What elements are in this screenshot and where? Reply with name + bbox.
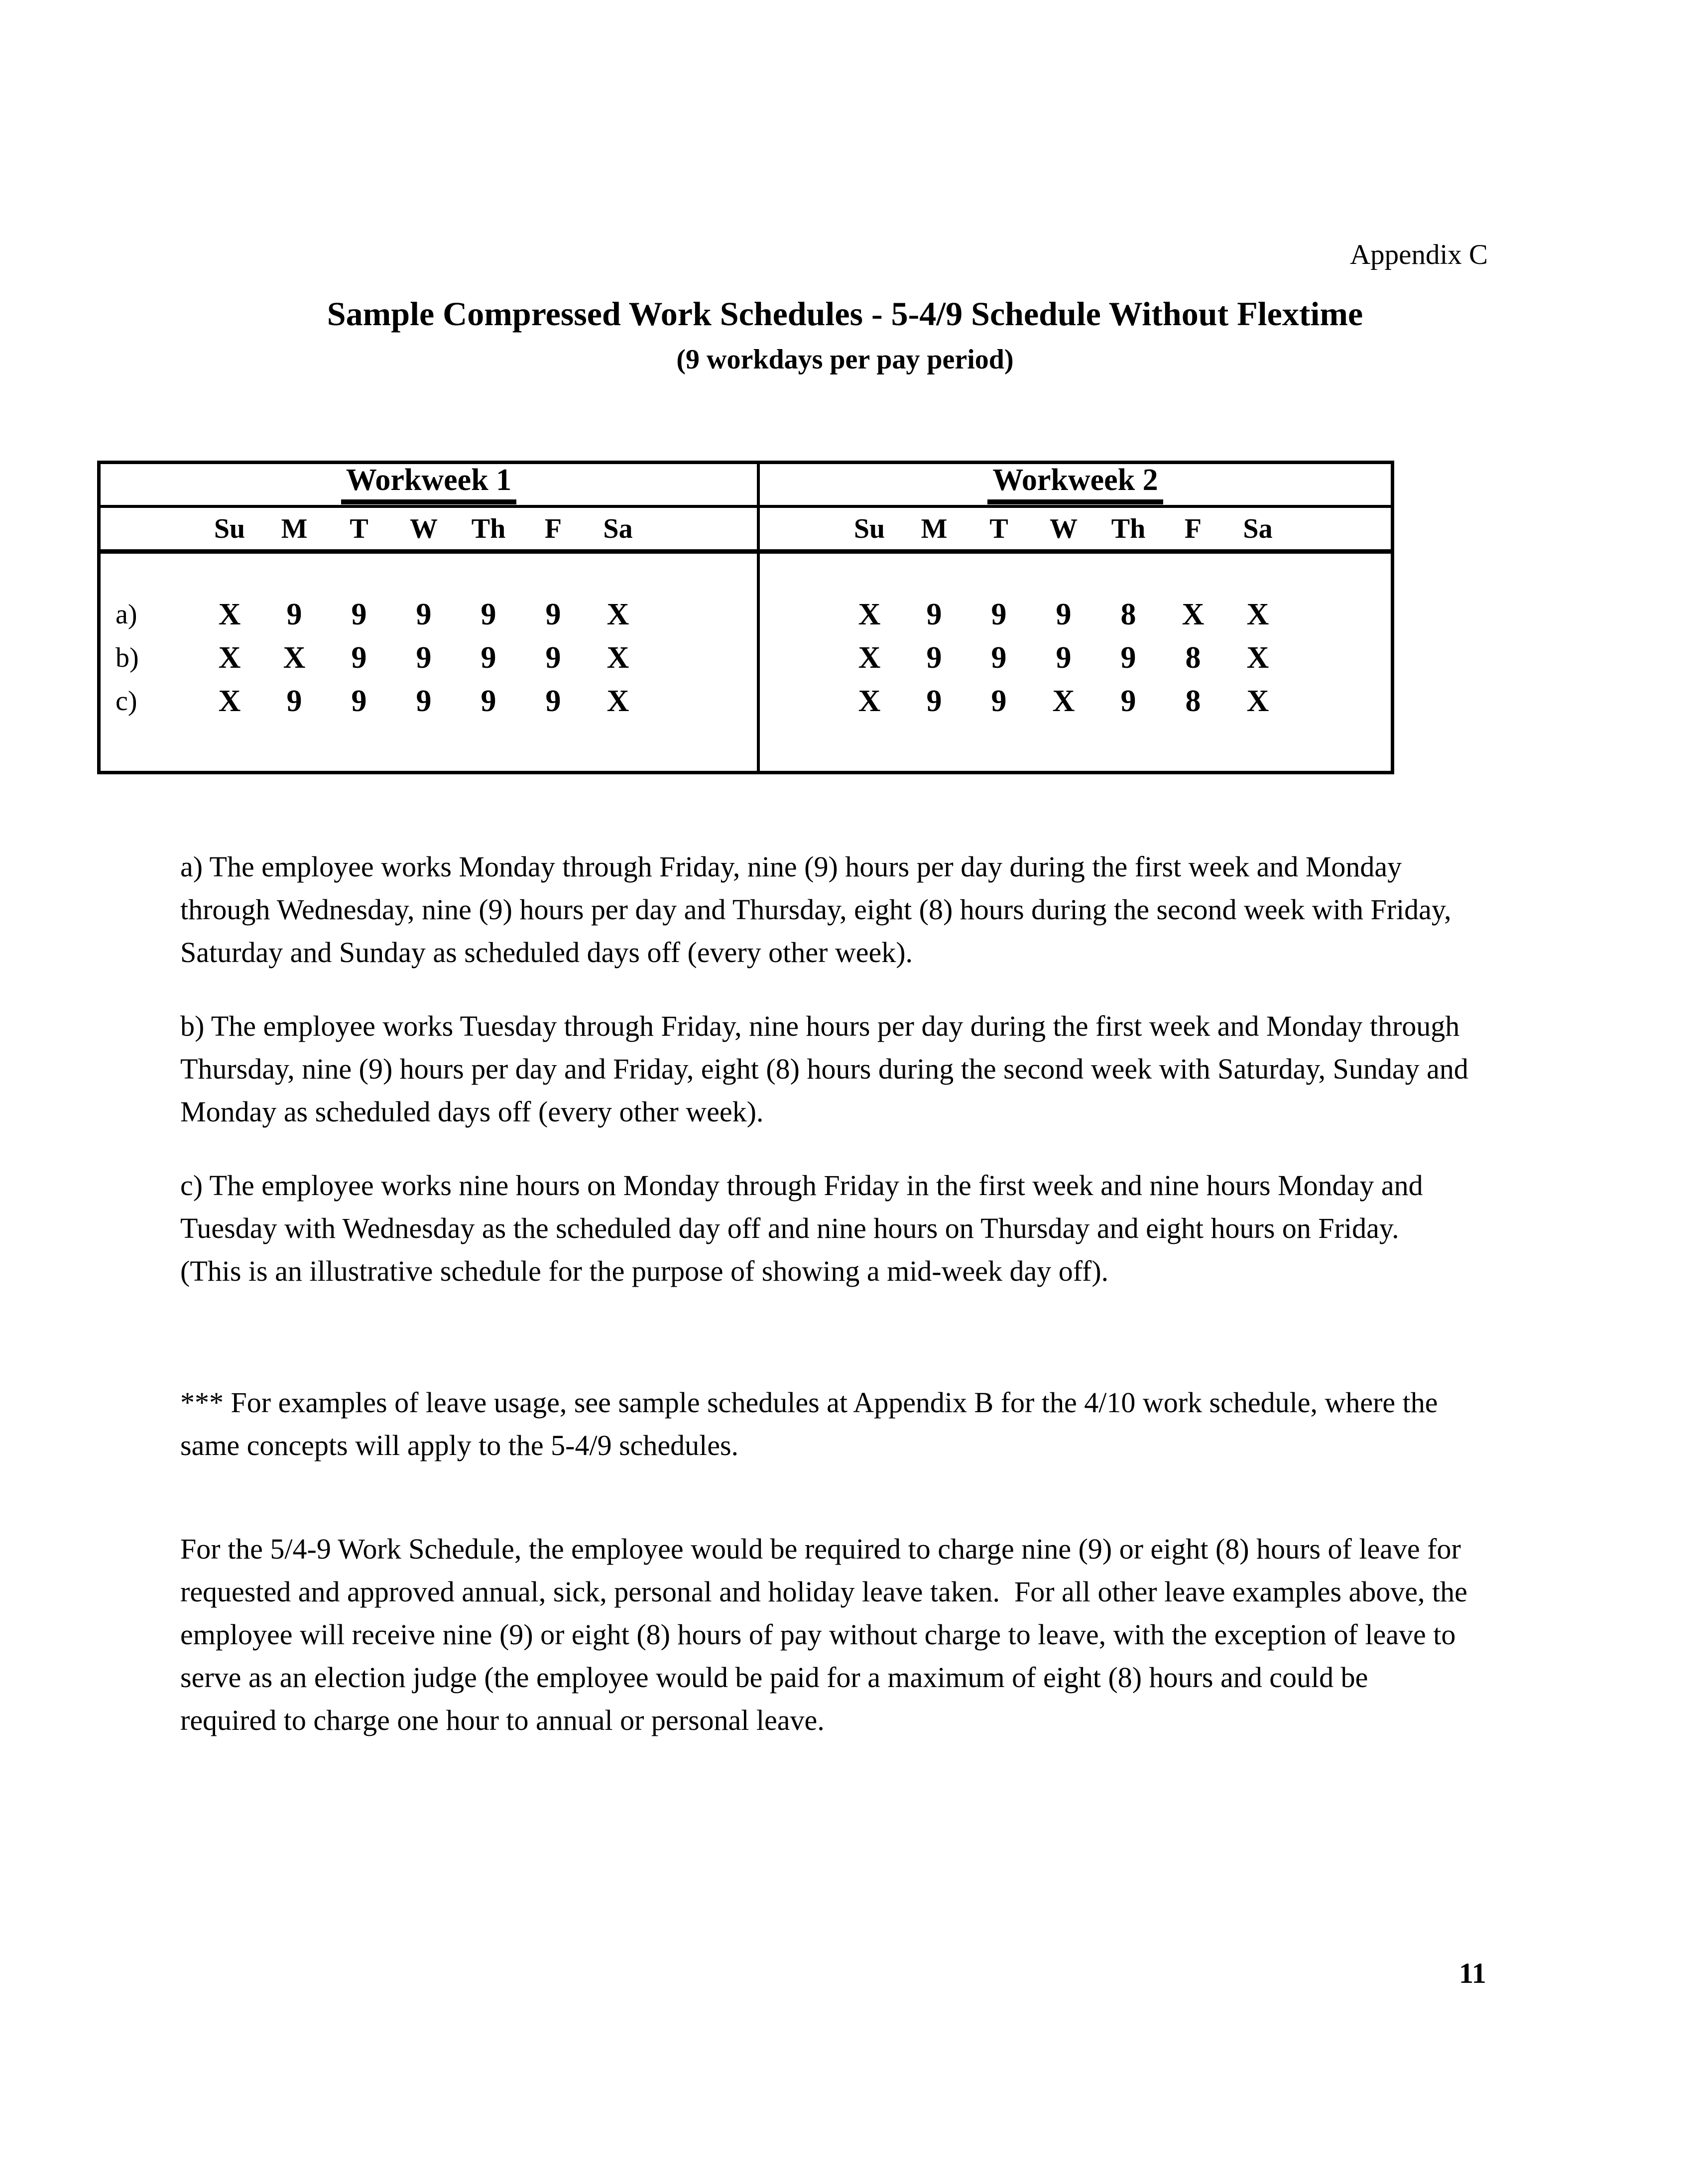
workweek1-section: [101, 464, 757, 771]
paragraph-c: c) The employee works nine hours on Monday through Friday in the first week and nine hours Monday and Tuesday with Wednesday as the scheduled day off and nine hours on Thursday and eight hours on Friday. (This is an illustrative schedule for the purpose of showing a mid-week day off).: [180, 1169, 1430, 1287]
schedule-table: [97, 461, 1394, 774]
schedule-cell: X: [1246, 640, 1269, 675]
page-subtitle: (9 workdays per pay period): [676, 344, 1014, 375]
day-header-sa: Sa: [603, 513, 633, 544]
day-header-m: M: [921, 513, 948, 544]
schedule-cell: 9: [351, 684, 367, 718]
schedule-cell: 9: [926, 597, 942, 631]
schedule-cell: 9: [481, 640, 496, 675]
schedule-cell: 9: [1120, 684, 1136, 718]
schedule-cell: X: [606, 684, 629, 718]
schedule-cell: 9: [1120, 640, 1136, 675]
schedule-cell: X: [858, 640, 881, 675]
schedule-cell: 9: [1056, 640, 1072, 675]
schedule-cell: 9: [481, 597, 496, 631]
final-paragraph: For the 5/4-9 Work Schedule, the employee would be required to charge nine (9) or eight (8) hours of leave for requested and approved annual, sick, personal and holiday leave taken. For all other leave examples above, the employee will receive nine (9) or eight (8) hours of pay without charge to leave, with the exception of leave to serve as an election judge (the employee would be paid for a maximum of eight (8) hours and could be required to charge one hour to annual or personal leave.: [180, 1533, 1475, 1736]
schedule-cell: 9: [545, 597, 561, 631]
schedule-cell: X: [218, 597, 241, 631]
schedule-cell: 9: [351, 640, 367, 675]
table-row-c-week2: [760, 679, 1391, 723]
workweek2-data: [760, 554, 1391, 723]
table-row-a-week2: [760, 593, 1391, 636]
schedule-cell: 9: [481, 684, 496, 718]
table-row-a-week1: [101, 593, 757, 636]
row-label-a: a): [116, 599, 137, 630]
note-paragraph: *** For examples of leave usage, see sample schedules at Appendix B for the 4/10 work schedule, where the same concepts will apply to the 5-4/9 schedules.: [180, 1386, 1445, 1461]
row-label-c: c): [116, 685, 137, 717]
day-header-sa: Sa: [1243, 513, 1273, 544]
schedule-cell: X: [218, 640, 241, 675]
day-header-th: Th: [1111, 513, 1146, 544]
schedule-cell: 9: [416, 640, 432, 675]
day-header-f: F: [544, 513, 562, 544]
page-title: Sample Compressed Work Schedules - 5-4/9 Schedule Without Flextime: [327, 295, 1363, 333]
schedule-cell: 9: [416, 597, 432, 631]
schedule-cell: X: [1246, 597, 1269, 631]
table-row-b-week1: [101, 636, 757, 679]
schedule-cell: X: [1052, 684, 1075, 718]
schedule-cell: 9: [991, 684, 1007, 718]
day-header-w: W: [1050, 513, 1078, 544]
schedule-cell: X: [218, 684, 241, 718]
page-number: 11: [1459, 1957, 1486, 1989]
table-row-b-week2: [760, 636, 1391, 679]
schedule-cell: 9: [545, 684, 561, 718]
paragraph-b: b) The employee works Tuesday through Friday, nine hours per day during the first week and Monday through Thursday, nine (9) hours per day and Friday, eight (8) hours during the second week with Saturday, Sunday and Monday as scheduled days off (every other week).: [180, 1010, 1476, 1128]
day-header-th: Th: [471, 513, 506, 544]
appendix-label: Appendix C: [1350, 239, 1488, 270]
schedule-cell: X: [858, 597, 881, 631]
schedule-cell: X: [283, 640, 306, 675]
day-header-su: Su: [853, 513, 885, 544]
schedule-cell: 9: [416, 684, 432, 718]
day-header-su: Su: [214, 513, 245, 544]
schedule-cell: X: [858, 684, 881, 718]
schedule-cell: 9: [991, 597, 1007, 631]
day-header-t: T: [989, 513, 1008, 544]
schedule-cell: X: [1246, 684, 1269, 718]
schedule-cell: 9: [351, 597, 367, 631]
workweek1-header-row: [101, 464, 757, 508]
day-header-f: F: [1184, 513, 1202, 544]
workweek1-data: [101, 554, 757, 723]
paragraph-a: a) The employee works Monday through Friday, nine (9) hours per day during the first week and Monday through Wednesday, nine (9) hours per day and Thursday, eight (8) hours during the second week with Friday, Saturday and Sunday as scheduled days off (every other week).: [180, 850, 1459, 969]
schedule-cell: X: [606, 640, 629, 675]
day-header-w: W: [410, 513, 438, 544]
day-header-m: M: [281, 513, 308, 544]
body-text: [180, 846, 1476, 1742]
workweek2-header: Workweek 2: [987, 465, 1163, 504]
schedule-cell: 9: [286, 597, 302, 631]
schedule-cell: 9: [926, 640, 942, 675]
day-header-t: T: [350, 513, 368, 544]
schedule-cell: X: [606, 597, 629, 631]
workweek2-day-header-row: [760, 508, 1391, 554]
schedule-cell: 9: [1056, 597, 1072, 631]
workweek2-section: [757, 464, 1391, 771]
schedule-cell: 9: [926, 684, 942, 718]
schedule-cell: 9: [991, 640, 1007, 675]
workweek2-header-row: [760, 464, 1391, 508]
schedule-cell: X: [1182, 597, 1205, 631]
table-row-c-week1: [101, 679, 757, 723]
schedule-cell: 8: [1120, 597, 1136, 631]
schedule-cell: 9: [545, 640, 561, 675]
workweek1-day-header-row: [101, 508, 757, 554]
schedule-cell: 9: [286, 684, 302, 718]
workweek1-header: Workweek 1: [341, 465, 516, 504]
schedule-cell: 8: [1185, 684, 1201, 718]
schedule-cell: 8: [1185, 640, 1201, 675]
row-label-b: b): [116, 642, 139, 673]
